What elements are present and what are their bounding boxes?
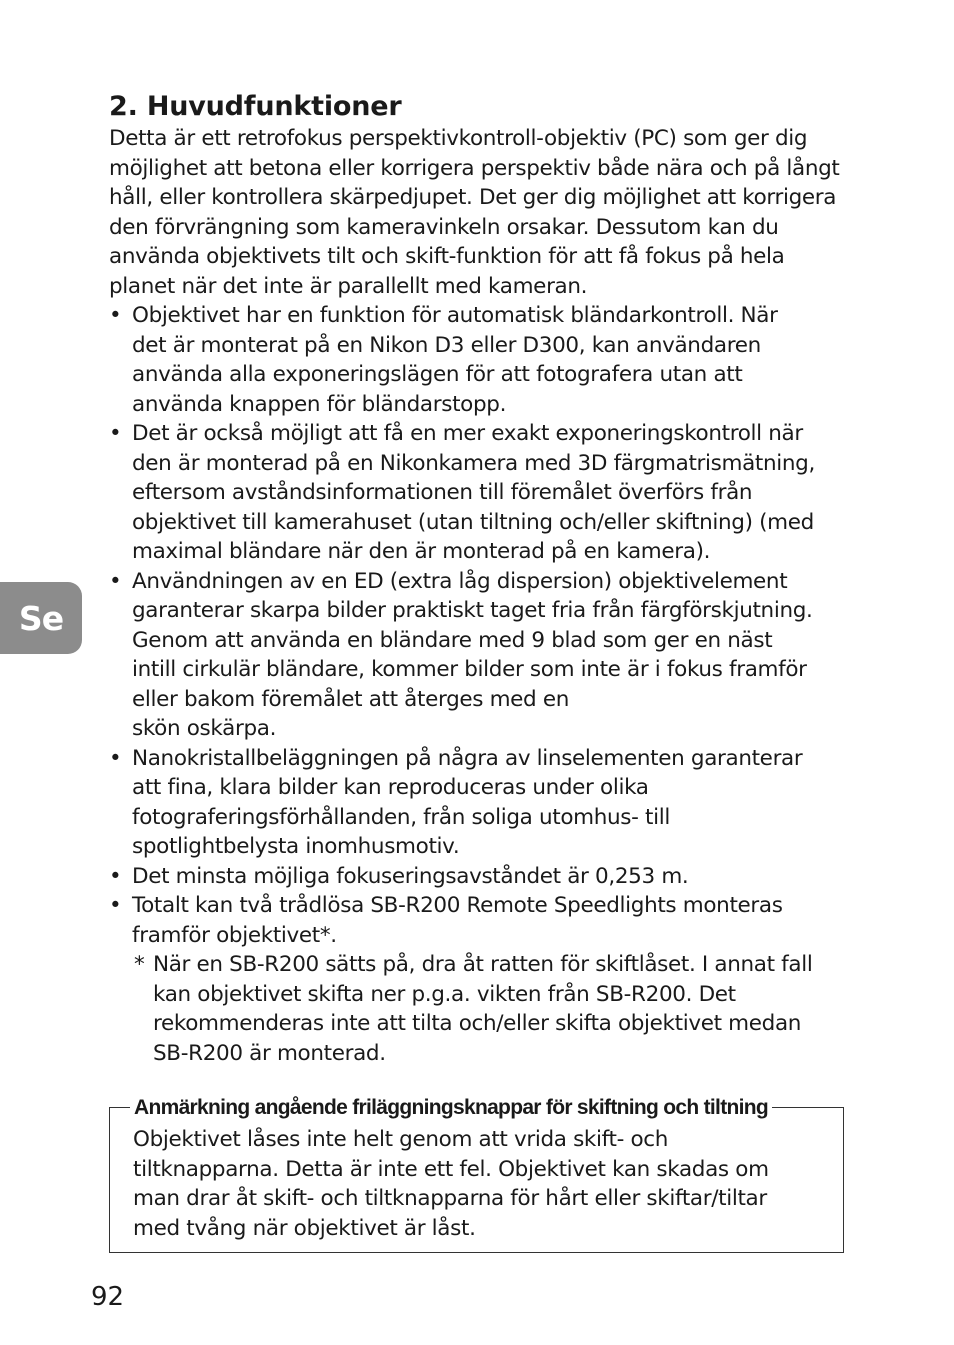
list-item-line: Det minsta möjliga fokuseringsavståndet är 0,253 m. (132, 863, 689, 889)
bullet-marker: • (109, 893, 122, 918)
bullet-marker: • (109, 421, 122, 446)
list-item-line: framför objektivet*. (132, 922, 337, 948)
list-item (109, 862, 849, 892)
note-line: med tvång när objektivet är låst. (133, 1215, 476, 1241)
footnote-line: SB-R200 är monterad. (153, 1040, 386, 1066)
intro-line: håll, eller kontrollera skärpedjupet. Det ger dig möjlighet att korrigera (109, 185, 837, 210)
list-item-line: skön oskärpa. (132, 716, 277, 741)
list-item-line: Totalt kan två trådlösa SB-R200 Remote Speedlights monteras (132, 893, 783, 918)
intro-paragraph (109, 124, 849, 301)
list-item-line: Det är också möjligt att få en mer exakt exponeringskontroll när (132, 421, 803, 446)
note-line: tiltknapparna. Detta är inte ett fel. Objektivet kan skadas om (133, 1156, 769, 1182)
footnote-marker: * (134, 952, 145, 977)
intro-line: använda objektivets tilt och skift-funktion för att få fokus på hela (109, 244, 785, 269)
bullet-marker: • (109, 863, 122, 889)
list-item-line: använda knappen för bländarstopp. (132, 391, 507, 417)
note-title: Anmärkning angående friläggningsknappar för skiftning och tiltning (130, 1094, 772, 1122)
intro-line: möjlighet att betona eller korrigera perspektiv både nära och på långt (109, 155, 840, 181)
page-number: 92 (91, 1282, 125, 1312)
list-item-line: Objektivet har en funktion för automatisk bländarkontroll. När (132, 303, 778, 328)
list-item (109, 744, 849, 862)
list-item-line: eftersom avståndsinformationen till föremålet överförs från (132, 480, 753, 505)
note-line: man drar åt skift- och tiltknapparna för hårt eller skiftar/tiltar (133, 1186, 767, 1211)
list-item-line: fotograferingsförhållanden, från soliga utomhus- till (132, 804, 670, 830)
intro-line: Detta är ett retrofokus perspektivkontroll-objektiv (PC) som ger dig (109, 126, 808, 151)
list-item-line: spotlightbelysta inomhusmotiv. (132, 834, 460, 859)
footnote-line: kan objektivet skifta ner p.g.a. vikten från SB-R200. Det (153, 981, 736, 1007)
intro-line: planet när det inte är parallellt med kameran. (109, 273, 588, 299)
list-item (109, 567, 849, 744)
page-heading: 2. Huvudfunktioner (109, 91, 402, 122)
list-item-line: att fina, klara bilder kan reproduceras under olika (132, 775, 649, 800)
footnote-line: rekommenderas inte att tilta och/eller skifta objektivet medan (153, 1011, 802, 1036)
list-item-line: objektivet till kamerahuset (utan tiltning och/eller skiftning) (med (132, 509, 814, 535)
list-item-line: Genom att använda en bländare med 9 blad som ger en näst (132, 627, 773, 653)
footnote (109, 950, 849, 1068)
list-item-line: det är monterat på en Nikon D3 eller D300, kan användaren (132, 332, 761, 358)
bullet-marker: • (109, 745, 122, 771)
note-body (133, 1125, 833, 1243)
list-item-line: använda alla exponeringslägen för att fotografera utan att (132, 362, 743, 387)
list-item-line: maximal bländare när den är monterad på en kamera). (132, 539, 711, 564)
list-item-line: intill cirkulär bländare, kommer bilder som inte är i fokus framför (132, 657, 807, 682)
list-item (109, 891, 849, 950)
list-item-line: Nanokristallbeläggningen på några av linselementen garanterar (132, 745, 803, 771)
language-tab: Se (0, 582, 82, 654)
list-item (109, 419, 849, 567)
bullet-marker: • (109, 303, 122, 328)
list-item-line: Användningen av en ED (extra låg dispersion) objektivelement (132, 568, 788, 594)
feature-list (109, 301, 849, 1068)
bullet-marker: • (109, 568, 122, 594)
list-item (109, 301, 849, 419)
footnote-line: När en SB-R200 sätts på, dra åt ratten för skiftlåset. I annat fall (153, 952, 813, 977)
list-item-line: eller bakom föremålet att återges med en (132, 686, 569, 712)
list-item-line: garanterar skarpa bilder praktiskt taget fria från färgförskjutning. (132, 598, 813, 623)
intro-line: den förvrängning som kameravinkeln orsakar. Dessutom kan du (109, 214, 779, 240)
note-line: Objektivet låses inte helt genom att vrida skift- och (133, 1127, 669, 1152)
list-item-line: den är monterad på en Nikonkamera med 3D färgmatrismätning, (132, 450, 815, 476)
